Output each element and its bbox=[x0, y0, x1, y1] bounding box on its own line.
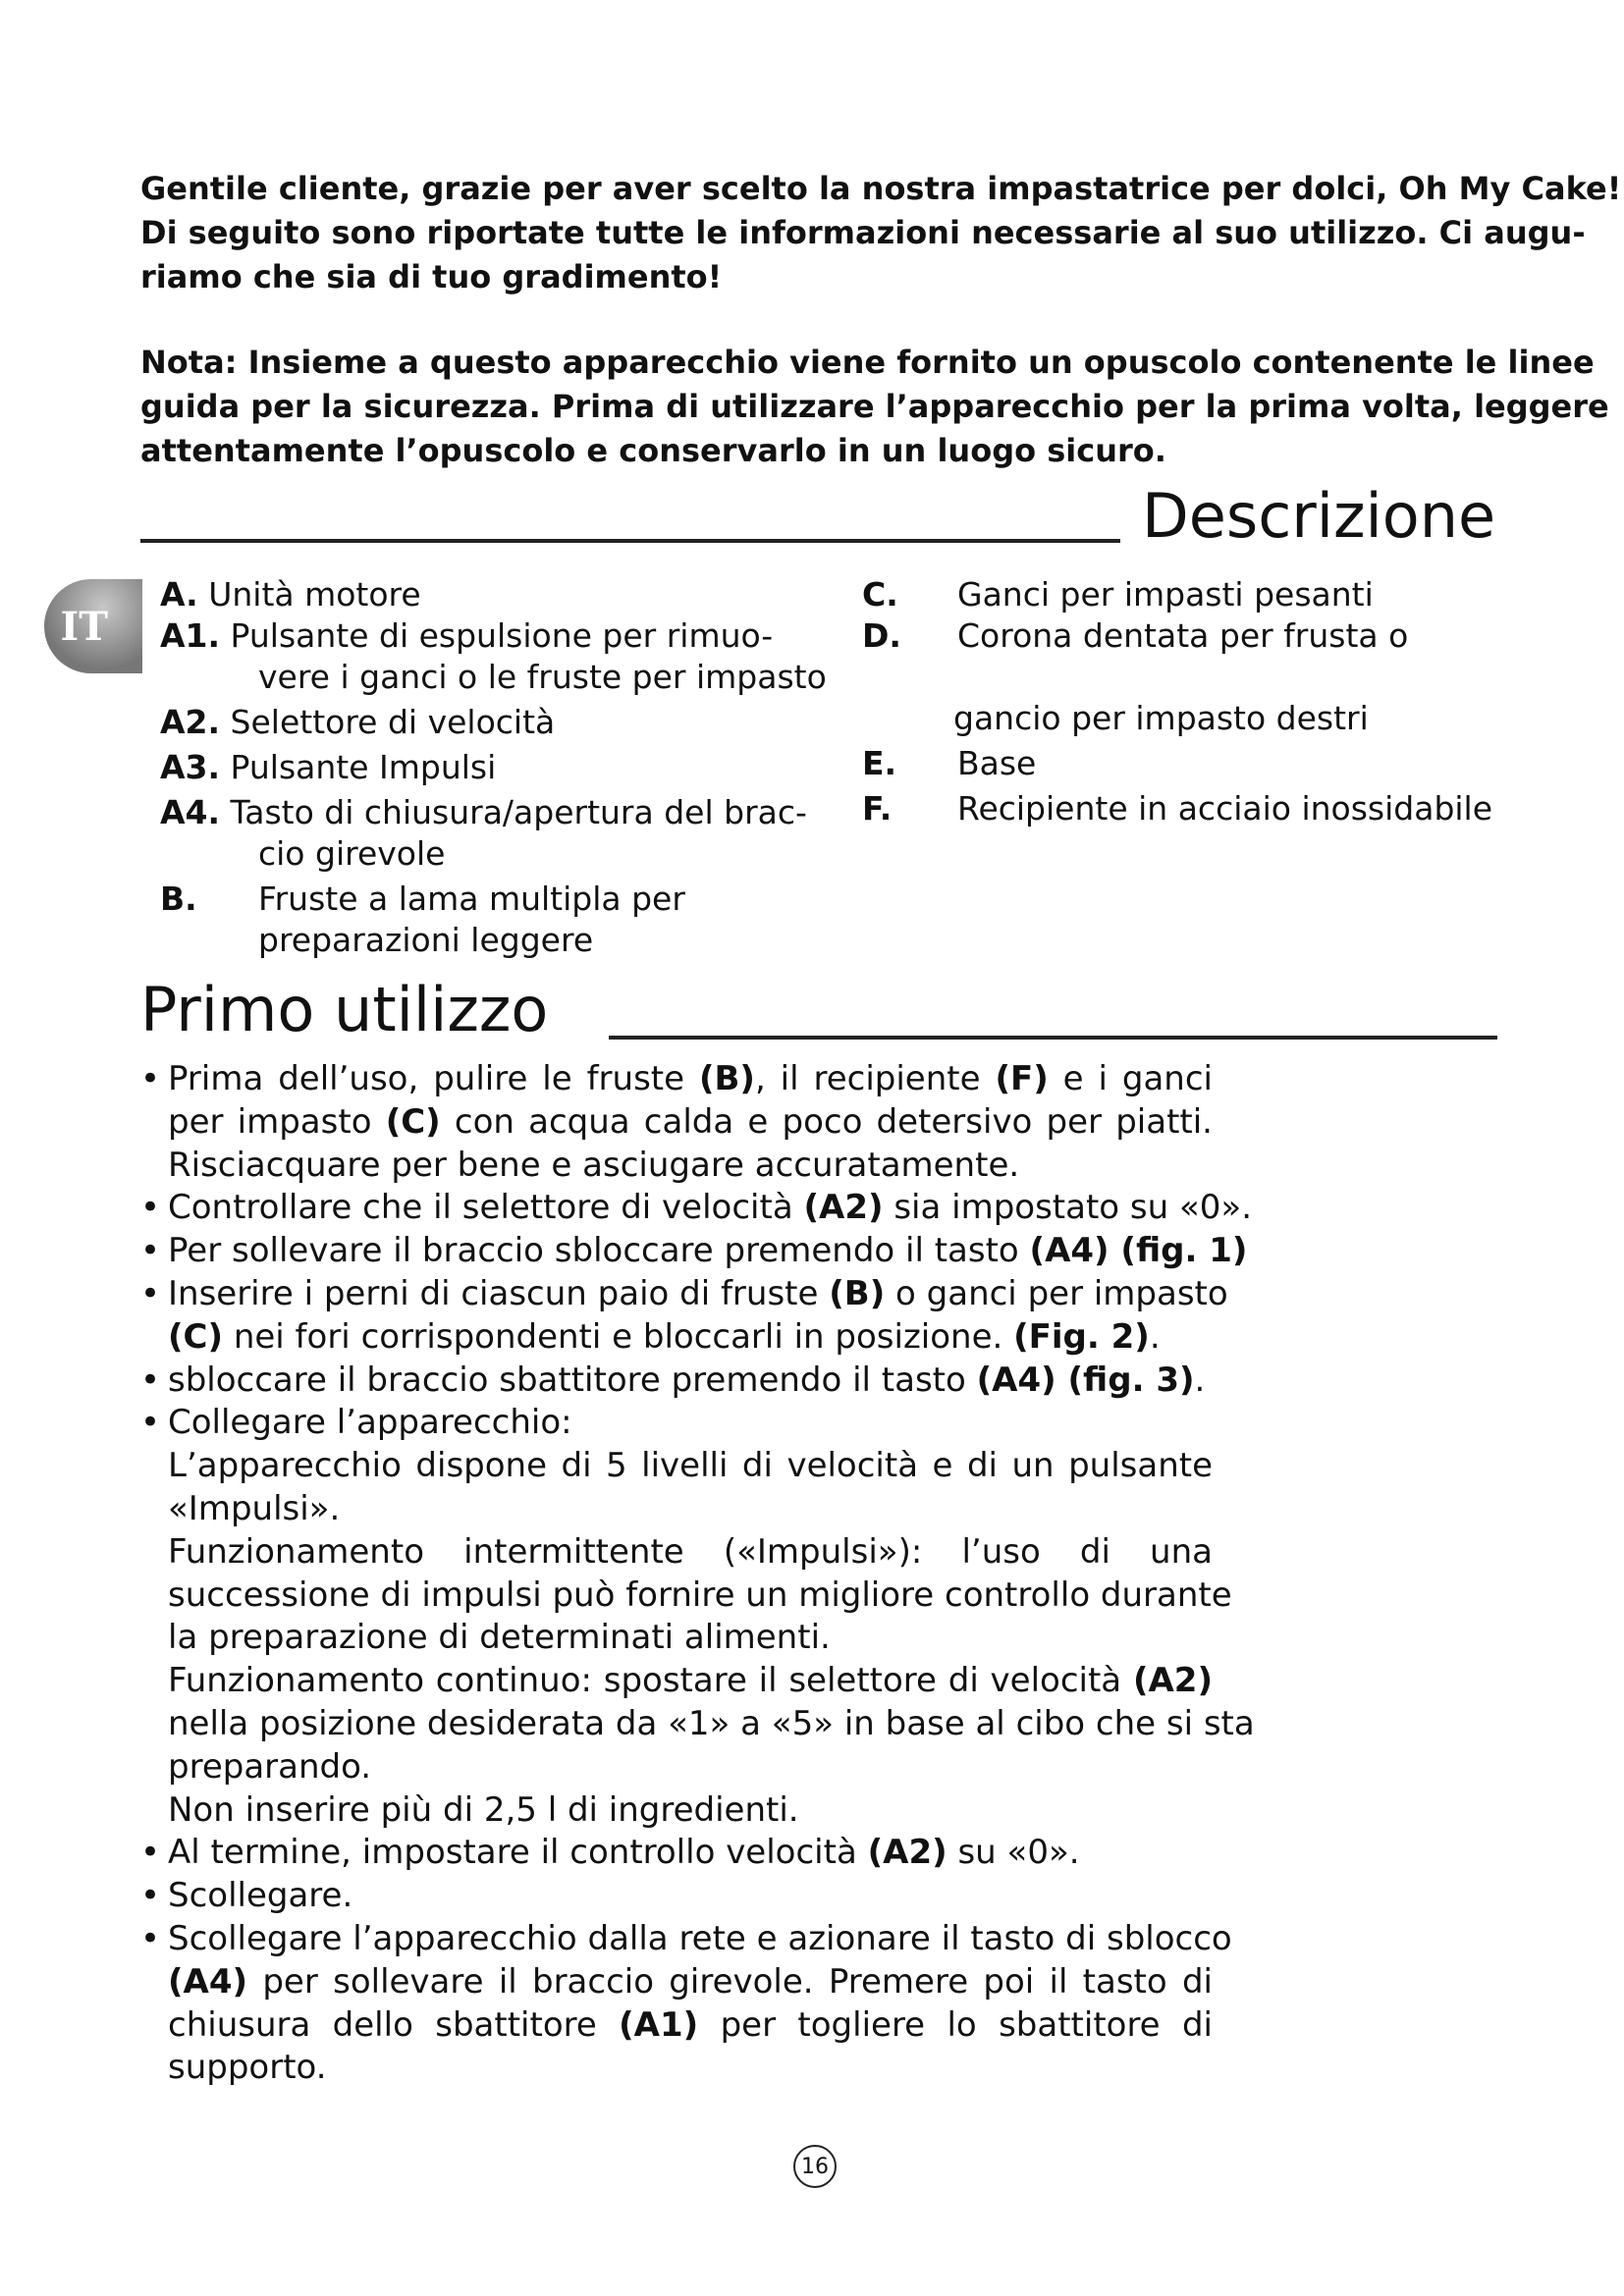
part-item bbox=[862, 615, 1492, 657]
part-text-cont: cio girevole bbox=[258, 834, 446, 873]
part-key: A3. bbox=[160, 748, 221, 786]
descrizione-rule bbox=[140, 539, 1120, 543]
first-use-line: chiusura dello sbattitore (A1) per togliere lo sbattitore di bbox=[168, 2004, 1213, 2045]
part-text: Recipiente in acciaio inossidabile bbox=[957, 789, 1493, 828]
first-use-line: • Collegare l’apparecchio: bbox=[140, 1403, 572, 1443]
part-text: Pulsante Impulsi bbox=[230, 748, 497, 786]
first-use-line: per impasto (C) con acqua calda e poco detersivo per piatti. bbox=[168, 1101, 1213, 1142]
first-use-item bbox=[140, 1360, 1213, 1403]
part-item bbox=[160, 702, 827, 743]
first-use-line: (C) nei fori corrispondenti e bloccarli in posizione. (Fig. 2). bbox=[168, 1316, 1161, 1357]
first-use-line: la preparazione di determinati alimenti. bbox=[168, 1618, 831, 1658]
part-key: B. bbox=[160, 880, 197, 918]
part-item bbox=[160, 615, 827, 657]
language-tab bbox=[44, 579, 142, 673]
first-use-item bbox=[140, 1402, 1255, 1832]
part-text: gancio per impasto destri bbox=[953, 699, 1369, 737]
first-use-line: supporto. bbox=[168, 2048, 327, 2088]
first-use-line: • Inserire i perni di ciascun paio di fruste (B) o ganci per impasto bbox=[140, 1273, 1228, 1313]
part-key: C. bbox=[862, 575, 898, 614]
first-use-list bbox=[140, 1058, 1255, 2090]
part-text: Ganci per impasti pesanti bbox=[957, 575, 1374, 614]
first-use-line: • Al termine, impostare il controllo velocità (A2) su «0». bbox=[140, 1833, 1080, 1873]
primo-title: Primo utilizzo bbox=[140, 974, 549, 1045]
part-text-cont: vere i ganci o le fruste per impasto bbox=[258, 658, 827, 696]
page-number bbox=[793, 2145, 837, 2188]
part-item bbox=[862, 574, 1492, 615]
first-use-line: • Per sollevare il braccio sbloccare premendo il tasto (A4) (fig. 1) bbox=[140, 1231, 1248, 1271]
part-text: Corona dentata per frusta o bbox=[957, 616, 1409, 655]
part-item bbox=[862, 698, 1492, 739]
first-use-line: (A4) per sollevare il braccio girevole. Premere poi il tasto di bbox=[168, 1961, 1213, 2002]
first-use-line: Risciacquare per bene e asciugare accuratamente. bbox=[168, 1145, 1020, 1185]
part-item bbox=[160, 747, 827, 788]
part-text: Fruste a lama multipla per bbox=[258, 880, 685, 918]
parts-list-right bbox=[862, 574, 1492, 829]
first-use-line: «Impulsi». bbox=[168, 1488, 341, 1528]
first-use-line: • Controllare che il selettore di velocità (A2) sia impostato su «0». bbox=[140, 1188, 1253, 1228]
first-use-item bbox=[140, 1187, 1253, 1230]
part-key: E. bbox=[862, 744, 897, 782]
part-key bbox=[862, 698, 957, 739]
part-key: A1. bbox=[160, 616, 221, 655]
first-use-line: • Prima dell’uso, pulire le fruste (B), il recipiente (F) e i ganci bbox=[140, 1059, 1213, 1098]
first-use-line: Funzionamento intermittente («Impulsi»): l’uso di una bbox=[168, 1531, 1213, 1572]
part-item bbox=[862, 743, 1492, 784]
primo-rule bbox=[609, 1036, 1497, 1040]
part-item bbox=[862, 788, 1492, 829]
first-use-item bbox=[140, 1230, 1248, 1273]
part-text: Tasto di chiusura/apertura del brac- bbox=[230, 793, 807, 831]
first-use-line: Non inserire più di 2,5 l di ingredienti. bbox=[168, 1789, 799, 1830]
part-key: D. bbox=[862, 616, 901, 655]
first-use-line: successione di impulsi può fornire un migliore controllo durante bbox=[168, 1575, 1232, 1615]
part-key: A. bbox=[160, 575, 198, 614]
part-text: Pulsante di espulsione per rimuo- bbox=[230, 616, 774, 655]
part-item bbox=[160, 792, 827, 833]
part-text: Base bbox=[957, 744, 1037, 782]
part-text-cont: preparazioni leggere bbox=[258, 921, 594, 959]
part-text: Unità motore bbox=[208, 575, 421, 614]
part-key: A2. bbox=[160, 703, 221, 741]
page-number-label: 16 bbox=[801, 2154, 829, 2179]
language-tab-label: IT bbox=[60, 603, 108, 650]
part-key: F. bbox=[862, 789, 893, 828]
first-use-line: • Scollegare l’apparecchio dalla rete e azionare il tasto di sblocco bbox=[140, 1918, 1232, 1958]
first-use-item bbox=[140, 1875, 1213, 1918]
note-line: attentamente l’opuscolo e conservarlo in un luogo sicuro. bbox=[140, 432, 1166, 469]
greeting bbox=[140, 167, 1622, 299]
part-key: A4. bbox=[160, 793, 221, 831]
note-line: Nota: Insieme a questo apparecchio viene fornito un opuscolo contenente le linee bbox=[140, 344, 1595, 381]
first-use-line: • Scollegare. bbox=[140, 1876, 353, 1916]
part-text: Selettore di velocità bbox=[230, 703, 556, 741]
first-use-item bbox=[140, 1918, 1232, 2090]
first-use-item bbox=[140, 1058, 1213, 1187]
greeting-line: Gentile cliente, grazie per aver scelto la nostra impastatrice per dolci, Oh My Cake! bbox=[140, 170, 1622, 207]
first-use-item bbox=[140, 1832, 1213, 1875]
parts-list-left bbox=[160, 574, 827, 961]
greeting-line: riamo che sia di tuo gradimento! bbox=[140, 258, 723, 295]
first-use-line: preparando. bbox=[168, 1746, 372, 1787]
first-use-line: nella posizione desiderata da «1» a «5» in base al cibo che si sta bbox=[168, 1703, 1255, 1743]
note-line: guida per la sicurezza. Prima di utilizzare l’apparecchio per la prima volta, leggere bbox=[140, 388, 1609, 425]
first-use-line: L’apparecchio dispone di 5 livelli di velocità e di un pulsante bbox=[168, 1446, 1213, 1486]
intro bbox=[140, 167, 1622, 473]
first-use-item bbox=[140, 1273, 1228, 1360]
note bbox=[140, 341, 1609, 473]
first-use-line: Funzionamento continuo: spostare il selettore di velocità (A2) bbox=[168, 1661, 1213, 1701]
part-item bbox=[160, 879, 827, 920]
first-use-line: • sbloccare il braccio sbattitore premendo il tasto (A4) (fig. 3). bbox=[140, 1360, 1206, 1400]
descrizione-title: Descrizione bbox=[1142, 480, 1496, 552]
part-item bbox=[160, 574, 827, 615]
greeting-line: Di seguito sono riportate tutte le informazioni necessarie al suo utilizzo. Ci augu- bbox=[140, 214, 1586, 251]
